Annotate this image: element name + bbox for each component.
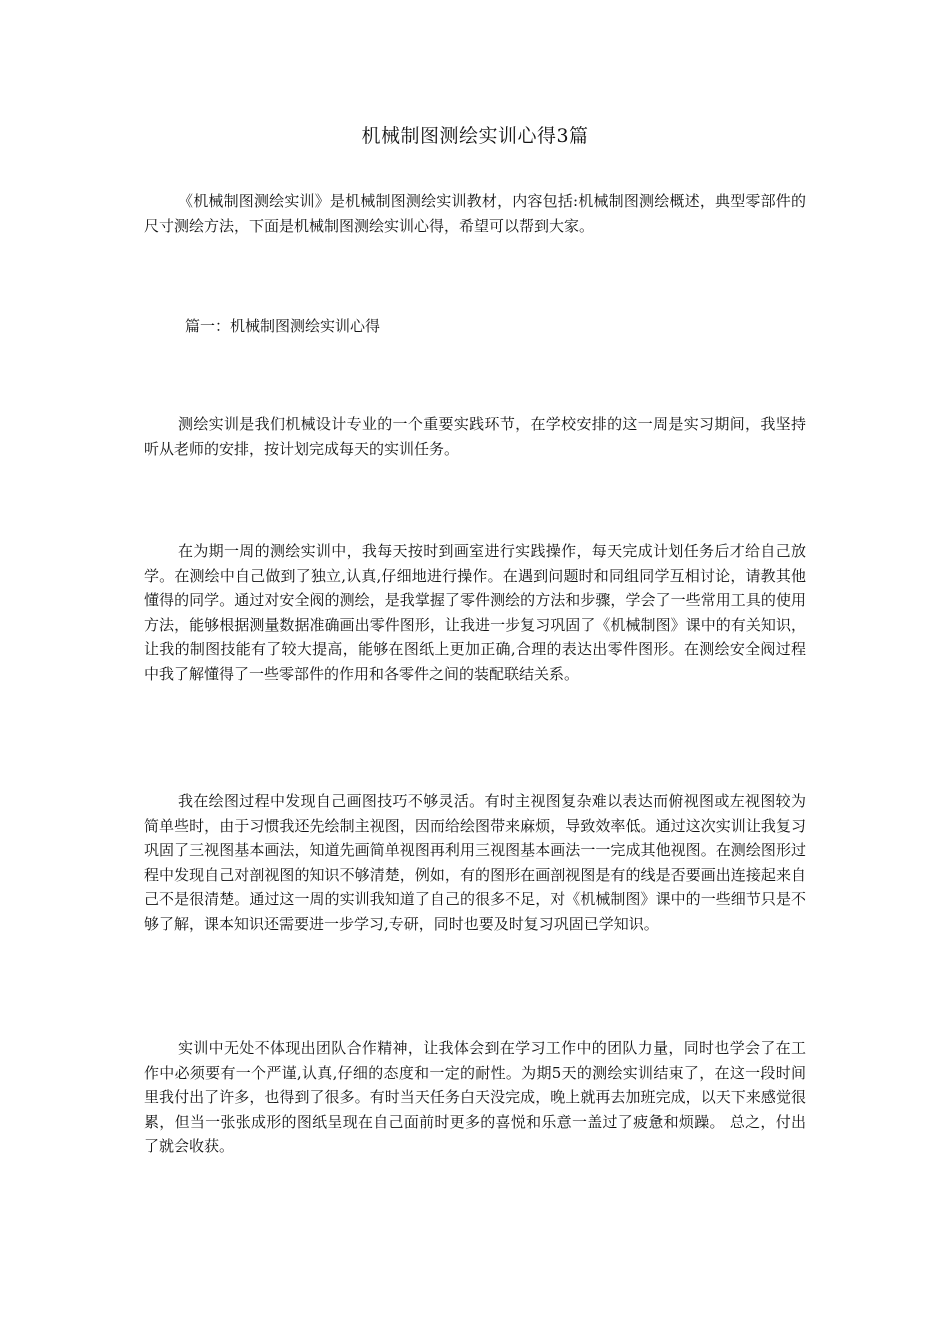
section-heading: 篇一：机械制图测绘实训心得: [185, 317, 381, 335]
intro-paragraph: 《机械制图测绘实训》是机械制图测绘实训教材，内容包括:机械制图测绘概述，典型零部件的尺寸测绘方法，下面是机械制图测绘实训心得，希望可以帮到大家。: [144, 192, 806, 235]
body-paragraph: 在为期一周的测绘实训中，我每天按时到画室进行实践操作，每天完成计划任务后才给自己放学。在测绘中自己做到了独立,认真,仔细地进行操作。在遇到问题时和同组同学互相讨论，请教其他懂得的同学。通过对安全阀的测绘，是我掌握了零件测绘的方法和步骤，学会了一些常用工具的使用方法，能够根据测量数据准确画出零件图形，让我进一步复习巩固了《机械制图》课中的有关知识，让我的制图技能有了较大提高，能够在图纸上更加正确,合理的表达出零件图形。在测绘安全阀过程中我了解懂得了一些零部件的作用和各零件之间的装配联结关系。: [144, 542, 806, 683]
document-title: 机械制图测绘实训心得3篇: [361, 125, 589, 147]
body-paragraph: 我在绘图过程中发现自己画图技巧不够灵活。有时主视图复杂难以表达而俯视图或左视图较为简单些时，由于习惯我还先绘制主视图，因而给绘图带来麻烦，导致效率低。通过这次实训让我复习巩固了三视图基本画法，知道先画简单视图再利用三视图基本画法一一完成其他视图。在测绘图形过程中发现自己对剖视图的知识不够清楚，例如，有的图形在画剖视图是有的线是否要画出连接起来自己不是很清楚。通过这一周的实训我知道了自己的很多不足，对《机械制图》课中的一些细节只是不够了解，课本知识还需要进一步学习,专研，同时也要及时复习巩固已学知识。: [144, 792, 806, 933]
body-paragraph: 实训中无处不体现出团队合作精神，让我体会到在学习工作中的团队力量，同时也学会了在工作中必须要有一个严谨,认真,仔细的态度和一定的耐性。为期5天的测绘实训结束了，在这一段时间里我付出了许多，也得到了很多。有时当天任务白天没完成，晚上就再去加班完成，以天下来感觉很累，但当一张张成形的图纸呈现在自己面前时更多的喜悦和乐意一盖过了疲惫和烦躁。 总之，付出了就会收获。: [144, 1039, 806, 1155]
body-paragraph: 测绘实训是我们机械设计专业的一个重要实践环节，在学校安排的这一周是实习期间，我坚持听从老师的安排，按计划完成每天的实训任务。: [144, 415, 806, 458]
